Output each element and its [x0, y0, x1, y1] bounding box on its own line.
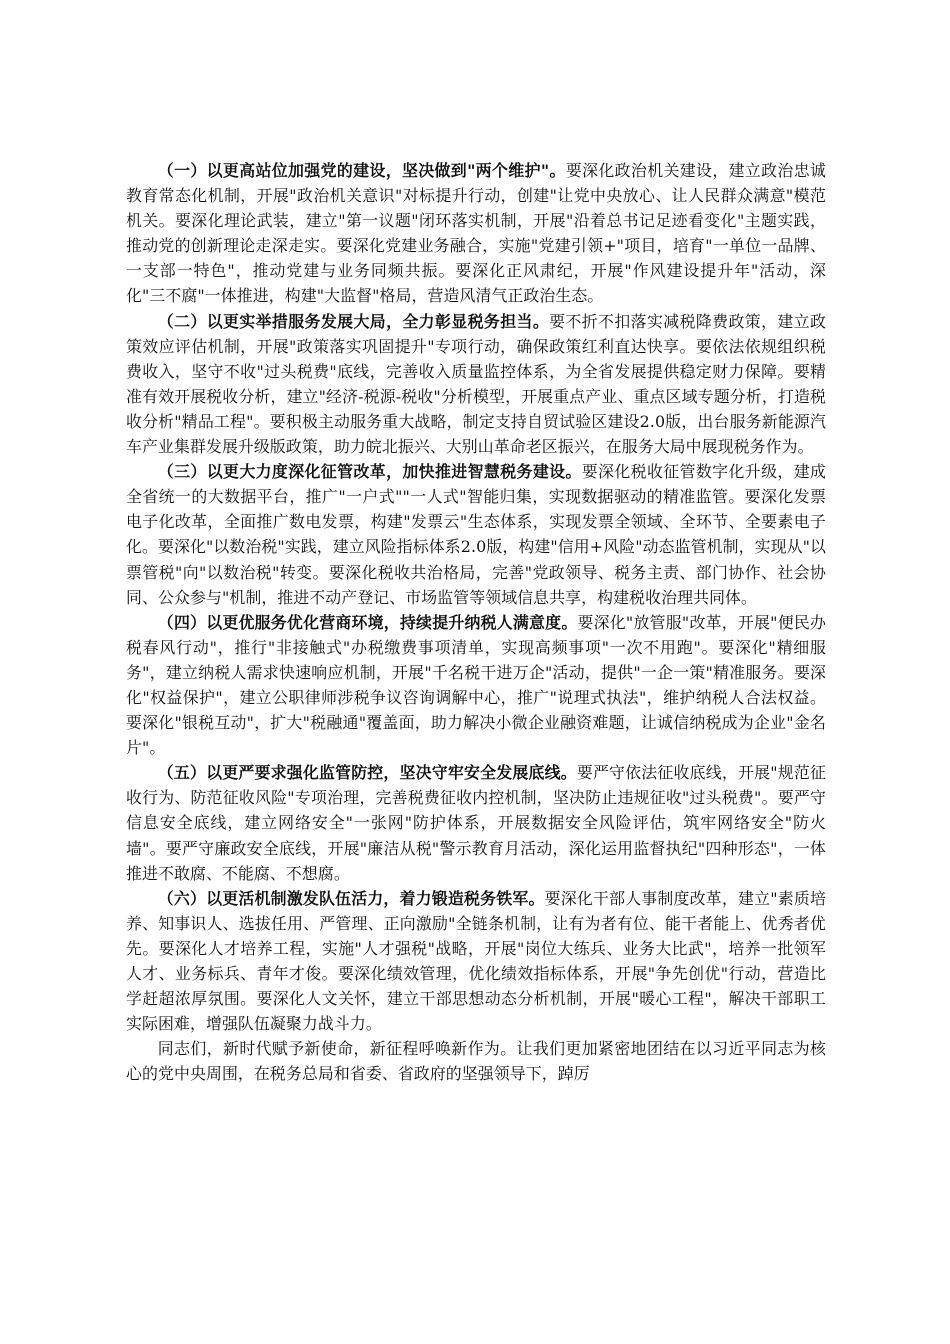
section-heading-4: （四）以更优服务优化营商环境，持续提升纳税人满意度。	[157, 612, 578, 632]
document-page	[126, 158, 826, 1086]
section-heading-3: （三）以更大力度深化征管改革，加快推进智慧税务建设。	[157, 462, 582, 482]
section-paragraph-3	[126, 459, 826, 610]
section-paragraph-6	[126, 886, 826, 1037]
closing-paragraph	[126, 1036, 826, 1086]
section-body-2: 要不折不扣落实减税降费政策，建立政策效应评估机制，开展"政策落实巩固提升"专项行动，确保政策红利直达快享。要依法依规组织税费收入，坚守不收"过头税费"底线，完善收入质量监控体系，为全省发展提供稳定财力保障。要精准有效开展税收分析，建立"经济-税源-税收"分析模型，开展重点产业、重点区域专题分析，打造税收分析"精品工程"。要积极主动服务重大战略，制定支持自贸试验区建设2.0版，出台服务新能源汽车产业集群发展升级版政策，助力皖北振兴、大别山革命老区振兴，在服务大局中展现税务作为。	[126, 311, 826, 457]
section-heading-6: （六）以更活机制激发队伍活力，着力锻造税务铁军。	[157, 888, 545, 908]
section-heading-1: （一）以更高站位加强党的建设，坚决做到"两个维护"。	[157, 161, 566, 180]
section-paragraph-5	[126, 760, 826, 885]
section-body-3: 要深化税收征管数字化升级，建成全省统一的大数据平台，推广"一户式""一人式"智能归集，实现数据驱动的精准监管。要深化发票电子化改革，全面推广数电发票，构建"发票云"生态体系，实现发票全领域、全环节、全要素电子化。要深化"以数治税"实践，建立风险指标体系2.0版，构建"信用+风险"动态监管机制，实现从"以票管税"向"以数治税"转变。要深化税收共治格局，完善"党政领导、税务主责、部门协作、社会协同、公众参与"机制，推进不动产登记、市场监管等领域信息共享，构建税收治理共同体。	[126, 462, 826, 607]
section-paragraph-4	[126, 610, 826, 761]
section-body-6: 要深化干部人事制度改革，建立"素质培养、知事识人、选拔任用、严管理、正向激励"全链条机制，让有为者有位、能干者能上、优秀者优先。要深化人才培养工程，实施"人才强税"战略，开展"岗位大练兵、业务大比武"，培养一批领军人才、业务标兵、青年才俊。要深化绩效管理，优化绩效指标体系，开展"争先创优"行动，营造比学赶超浓厚氛围。要深化人文关怀，建立干部思想动态分析机制，开展"暖心工程"，解决干部职工实际困难，增强队伍凝聚力战斗力。	[126, 888, 827, 1034]
section-heading-2: （二）以更实举措服务发展大局，全力彰显税务担当。	[157, 311, 550, 331]
section-paragraph-2	[126, 309, 826, 460]
section-body-1: 要深化政治机关建设，建立政治忠诚教育常态化机制，开展"政治机关意识"对标提升行动，创建"让党中央放心、让人民群众满意"模范机关。要深化理论武装，建立"第一议题"闭环落实机制，开展"沿着总书记足迹看变化"主题实践，推动党的创新理论走深走实。要深化党建业务融合，实施"党建引领+"项目，培育"一单位一品牌、一支部一特色"，推动党建与业务同频共振。要深化正风肃纪，开展"作风建设提升年"活动，深化"三不腐"一体推进，构建"大监督"格局，营造风清气正政治生态。	[126, 161, 826, 306]
closing-body: 同志们，新时代赋予新使命，新征程呼唤新作为。让我们更加紧密地团结在以习近平同志为核心的党中央周围，在税务总局和省委、省政府的坚强领导下，踔厉	[126, 1039, 826, 1084]
section-body-5: 要严守依法征收底线，开展"规范征收行为、防范征收风险"专项治理，完善税费征收内控机制，坚决防止违规征收"过头税费"。要严守信息安全底线，建立网络安全"一张网"防护体系，开展数据安全风险评估，筑牢网络安全"防火墙"。要严守廉政安全底线，开展"廉洁从税"警示教育月活动，深化运用监督执纪"四种形态"，一体推进不敢腐、不能腐、不想腐。	[126, 763, 826, 883]
section-paragraph-1	[126, 158, 826, 309]
section-heading-5: （五）以更严要求强化监管防控，坚决守牢安全发展底线。	[157, 763, 577, 783]
section-body-4: 要深化"放管服"改革，开展"便民办税春风行动"，推行"非接触式"办税缴费事项清单，实现高频事项"一次不用跑"。要深化"精细服务"，建立纳税人需求快速响应机制，开展"千名税干进万企"活动，提供"一企一策"精准服务。要深化"权益保护"，建立公职律师涉税争议咨询调解中心，推广"说理式执法"，维护纳税人合法权益。要深化"银税互动"，扩大"税融通"覆盖面，助力解决小微企业融资难题，让诚信纳税成为企业"金名片"。	[126, 612, 826, 758]
